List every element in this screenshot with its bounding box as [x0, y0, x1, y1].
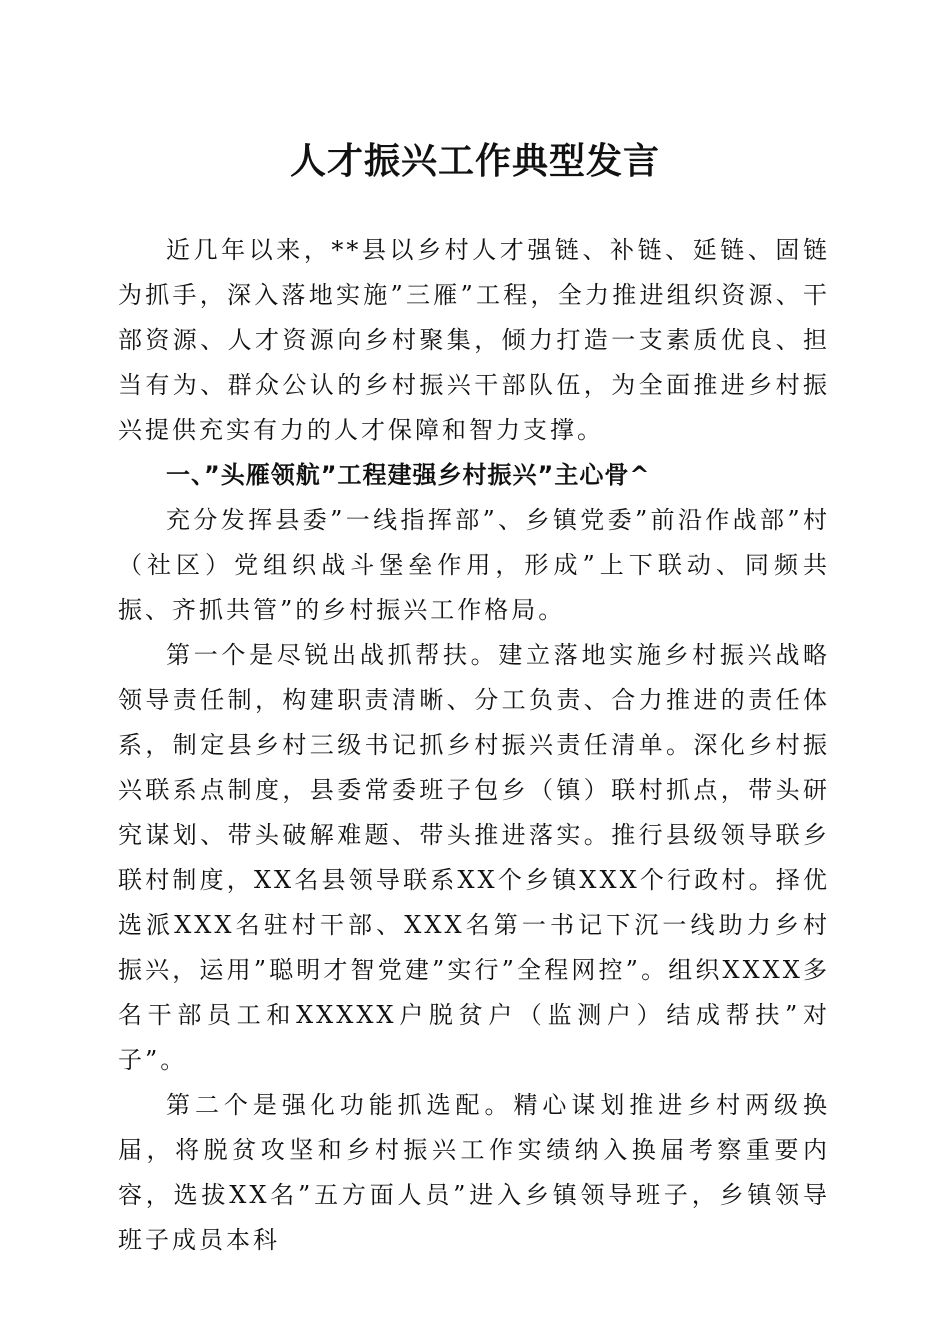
paragraph-text: 建立落地实施乡村振兴战略领导责任制，构建职责清晰、分工负责、合力推进的责任体系，制定县乡村三级书记抓乡村振兴责任清单。深化乡村振兴联系点制度，县委常委班子包乡（镇）联村抓点，带头研究谋划、带头破解难题、带头推进落实。推行县级领导联乡联村制度，XX名县领导联系XX个乡镇XXX个行政村。择优选派XXX名驻村干部、XXX名第一书记下沉一线助力乡村振兴，运用”聪明才智党建”实行”全程网控”。组织XXXX多名干部员工和XXXXX户脱贫户（监测户）结成帮扶”对子”。 [118, 641, 831, 1074]
paragraph-text: 近几年以来，**县以乡村人才强链、补链、延链、固链为抓手，深入落地实施”三雁”工程，全力推进组织资源、干部资源、人才资源向乡村聚集，倾力打造一支素质优良、担当有为、群众公认的乡村振兴干部队伍，为全面推进乡村振兴提供充实有力的人才保障和智力支撑。 [118, 236, 830, 444]
paragraph-text: 充分发挥县委”一线指挥部”、乡镇党委”前沿作战部”村（社区）党组织战斗堡垒作用，形成”上下联动、同频共振、齐抓共管”的乡村振兴工作格局。 [118, 506, 830, 624]
paragraph-section-1-intro [118, 498, 830, 633]
paragraph-intro [118, 228, 830, 453]
paragraph-point-2 [118, 1083, 830, 1263]
paragraph-lead: 第一个是尽锐出战抓帮扶。 [166, 641, 499, 669]
paragraph-point-1 [118, 633, 830, 1083]
document-body [118, 228, 830, 1263]
paragraph-lead: 第二个是强化功能抓选配。 [166, 1091, 514, 1119]
document-title: 人才振兴工作典型发言 [289, 140, 660, 182]
section-heading-1: 一、”头雁领航”工程建强乡村振兴”主心骨^ [166, 461, 651, 489]
paragraph-text: 精心谋划推进乡村两级换届，将脱贫攻坚和乡村振兴工作实绩纳入换届考察重要内容，选拔XX名”五方面人员”进入乡镇领导班子，乡镇领导班子成员本科 [118, 1091, 831, 1254]
